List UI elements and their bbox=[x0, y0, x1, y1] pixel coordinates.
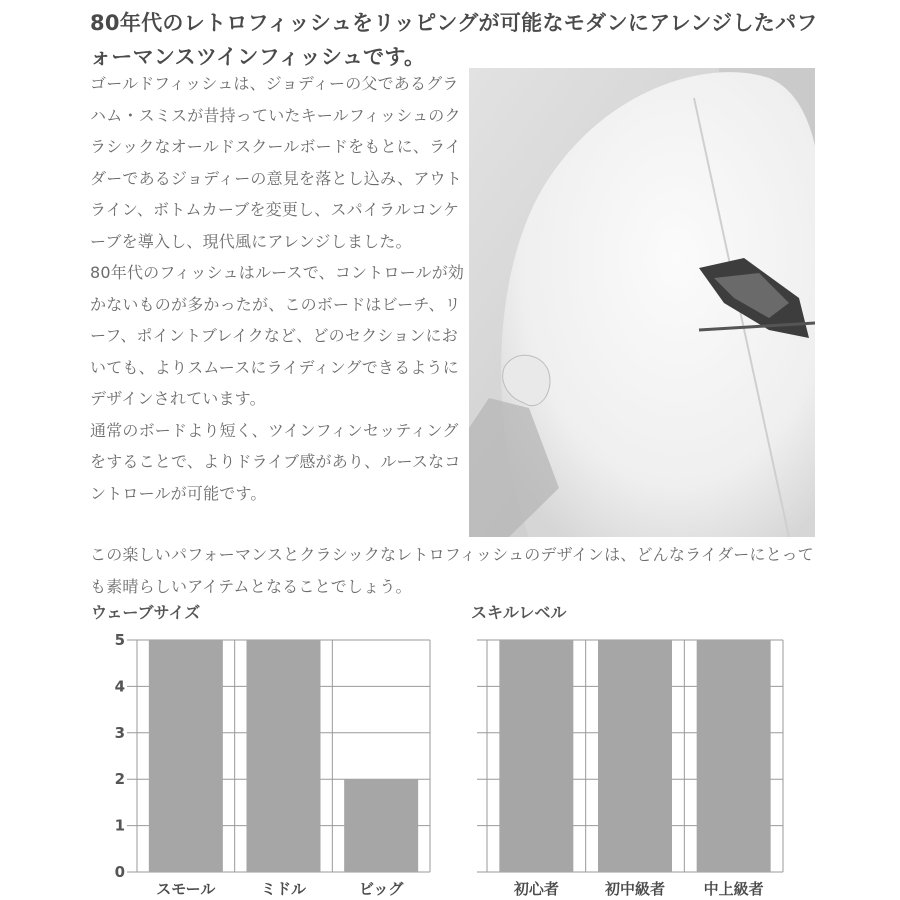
y-tick-label: 3 bbox=[114, 723, 125, 742]
category-label: スモール bbox=[156, 880, 216, 898]
skill-level-chart bbox=[450, 620, 900, 900]
paragraph-4: この楽しいパフォーマンスとクラシックなレトロフィッシュのデザインは、どんなライダーにとっても素晴らしいアイテムとなることでしょう。 bbox=[90, 545, 814, 596]
category-label: ビッグ bbox=[358, 880, 404, 898]
y-tick-label: 0 bbox=[114, 863, 125, 881]
bar bbox=[697, 640, 771, 872]
y-tick-label: 4 bbox=[114, 677, 125, 696]
bar bbox=[499, 640, 573, 872]
y-tick-label: 1 bbox=[114, 816, 125, 835]
surfboard-illustration bbox=[469, 68, 815, 537]
category-label: 中上級者 bbox=[703, 880, 764, 898]
paragraph-3: 通常のボードより短く、ツインフィンセッティングをすることで、よりドライブ感があり、ルースなコントロールが可能です。 bbox=[90, 420, 461, 503]
page-heading: 80年代のレトロフィッシュをリッピングが可能なモダンにアレンジしたパフォーマンスツインフィッシュです。 bbox=[90, 11, 818, 69]
y-tick-label: 2 bbox=[114, 770, 125, 789]
y-tick-label: 5 bbox=[114, 631, 125, 649]
bar bbox=[149, 640, 223, 872]
chart-title-wave-size: ウェーブサイズ bbox=[91, 603, 201, 622]
bar bbox=[344, 779, 418, 872]
chart-title-skill-level: スキルレベル bbox=[471, 603, 567, 622]
paragraph-1: ゴールドフィッシュは、ジョディーの父であるグラハム・スミスが昔持っていたキールフィッシュのクラシックなオールドスクールボードをもとに、ライダーであるジョディーの意見を落とし込み、アウトライン、ボトムカーブを変更し、スパイラルコンケーブを導入し、現代風にアレンジしました。 bbox=[90, 74, 462, 251]
surfboard-photo bbox=[469, 68, 815, 537]
wave-size-chart bbox=[0, 620, 450, 900]
category-label: ミドル bbox=[260, 880, 307, 898]
category-label: 初中級者 bbox=[604, 880, 666, 898]
category-label: 初心者 bbox=[513, 880, 559, 898]
description-column bbox=[90, 68, 465, 509]
paragraph-2: 80年代のフィッシュはルースで、コントロールが効かないものが多かったが、このボードはビーチ、リーフ、ポイントブレイクなど、どのセクションにおいても、よりスムースにライディングできるようにデザインされています。 bbox=[90, 263, 465, 408]
bar bbox=[247, 640, 321, 872]
bar bbox=[598, 640, 672, 872]
